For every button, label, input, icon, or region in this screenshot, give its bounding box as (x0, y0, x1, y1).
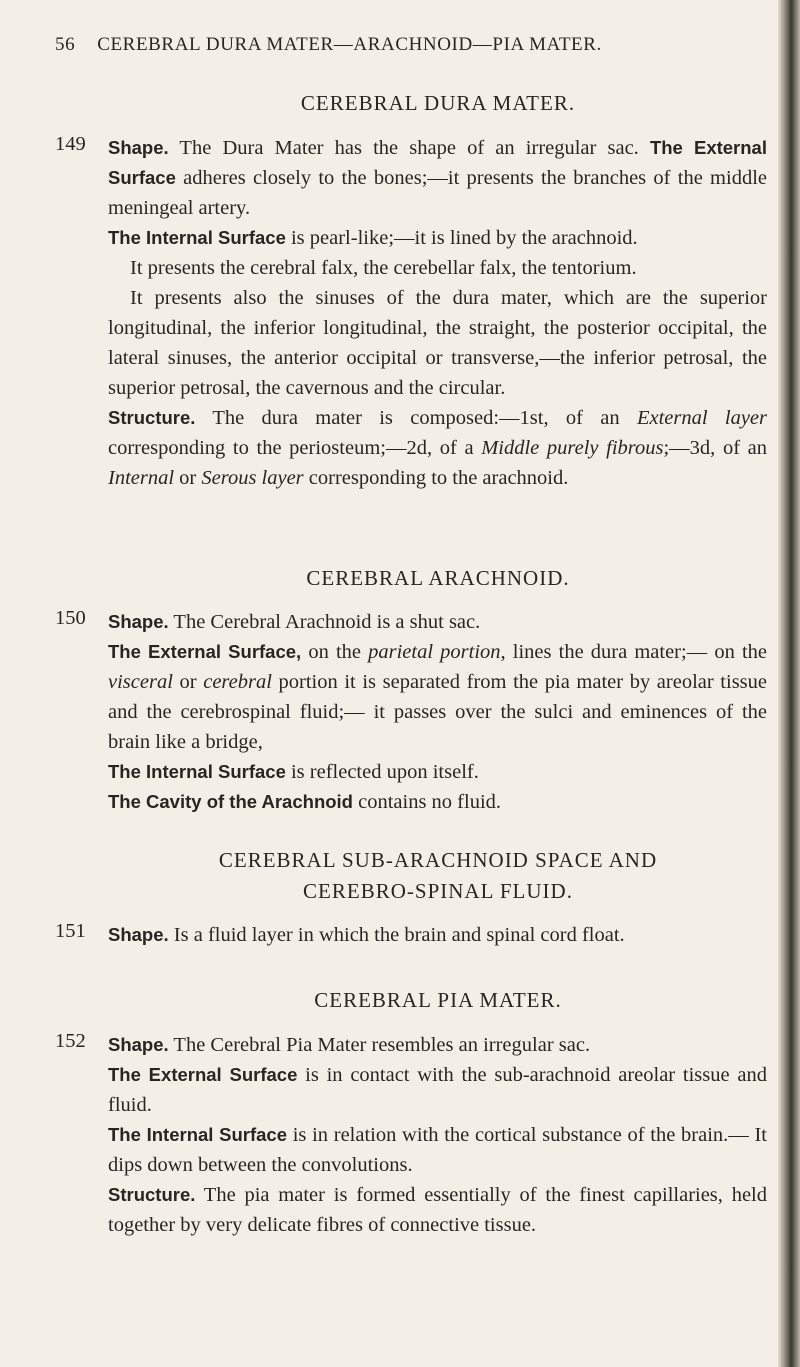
shape-label: Shape. (108, 137, 169, 158)
structure-label: Structure. (108, 1184, 196, 1205)
title-line-2: CEREBRO-SPINAL FLUID. (303, 879, 573, 903)
running-header (55, 34, 755, 56)
shape-label: Shape. (108, 924, 169, 945)
paragraph-number: 150 (55, 607, 86, 629)
section-title-subarachnoid (108, 845, 768, 907)
paragraph-body: Shape. The Dura Mater has the shape of an irregular sac. The External Surface adheres closely to the bones;—it presents the branches of the middle meningeal artery. The Internal Surface is pearl-like;—it is lined by the arachnoid. It presents the cerebral falx, the cerebellar falx, the tentorium. It presents also the sinuses of the dura mater, which are the superior longitudinal, the inferior longitudinal, the straight, the posterior occipital, the lateral sinuses, the anterior occipital or transverse,—the inferior petrosal, the superior petrosal, the cavernous and the circular. Structure. The dura mater is composed:—1st, of an External layer corresponding to the periosteum;—2d, of a Middle purely fibrous;—3d, of an Internal or Serous layer corresponding to the arachnoid. (108, 137, 768, 489)
title-line-1: CEREBRAL SUB-ARACHNOID SPACE AND (218, 848, 658, 872)
paragraph-150 (55, 607, 767, 817)
paragraph-number: 151 (55, 920, 86, 942)
paragraph-body: Shape. The Cerebral Pia Mater resembles an irregular sac. The External Surface is in contact with the sub-arachnoid areolar tissue and fluid. The Internal Surface is in relation with the cortical substance of the brain.— It dips down between the convolutions. Structure. The pia mater is formed essentially of the finest capillaries, held together by very delicate fibres of connective tissue. (108, 1034, 767, 1236)
cavity-label: The Cavity of the Arachnoid (108, 791, 353, 812)
paragraph-152 (55, 1030, 767, 1240)
paragraph-body: Shape. Is a fluid layer in which the brain and spinal cord float. (108, 924, 625, 946)
internal-surface-label: The Internal Surface (108, 761, 286, 782)
structure-label: Structure. (108, 407, 196, 428)
sinuses-text: It presents also the sinuses of the dura mater, which are the superior longitudinal, the inferior longitudinal, the straight, the posterior occipital, the lateral sinuses, the anterior occipital or transverse,—the inferior petrosal, the superior petrosal, the cavernous and the circular. (108, 287, 767, 399)
external-surface-label: The External Surface (108, 137, 767, 188)
section-title-dura-mater: CEREBRAL DURA MATER. (300, 91, 576, 115)
internal-surface-label: The Internal Surface (108, 227, 286, 248)
page-number: 56 (55, 34, 76, 55)
external-surface-label: The External Surface (108, 1064, 298, 1085)
internal-surface-label: The Internal Surface (108, 1124, 288, 1145)
section-title-pia-mater: CEREBRAL PIA MATER. (314, 988, 562, 1012)
external-surface-label: The External Surface, (108, 641, 302, 662)
falx-text: It presents the cerebral falx, the cerebellar falx, the tentorium. (130, 257, 637, 279)
paragraph-number: 149 (55, 133, 86, 155)
page-edge-shadow (778, 0, 800, 1367)
shape-label: Shape. (108, 611, 169, 632)
paragraph-number: 152 (55, 1030, 86, 1052)
section-title-arachnoid: CEREBRAL ARACHNOID. (306, 566, 570, 590)
paragraph-149 (55, 133, 767, 493)
paragraph-151 (55, 920, 767, 950)
paragraph-body: Shape. The Cerebral Arachnoid is a shut sac. The External Surface, on the parietal portion, lines the dura mater;— on the visceral or cerebral portion it is separated from the pia mater by areolar tissue and the cerebrospinal fluid;— it passes over the sulci and eminences of the brain like a bridge, The Internal Surface is reflected upon itself. The Cavity of the Arachnoid contains no fluid. (108, 611, 768, 813)
shape-label: Shape. (108, 1034, 169, 1055)
running-title: CEREBRAL DURA MATER—ARACHNOID—PIA MATER. (97, 34, 602, 55)
